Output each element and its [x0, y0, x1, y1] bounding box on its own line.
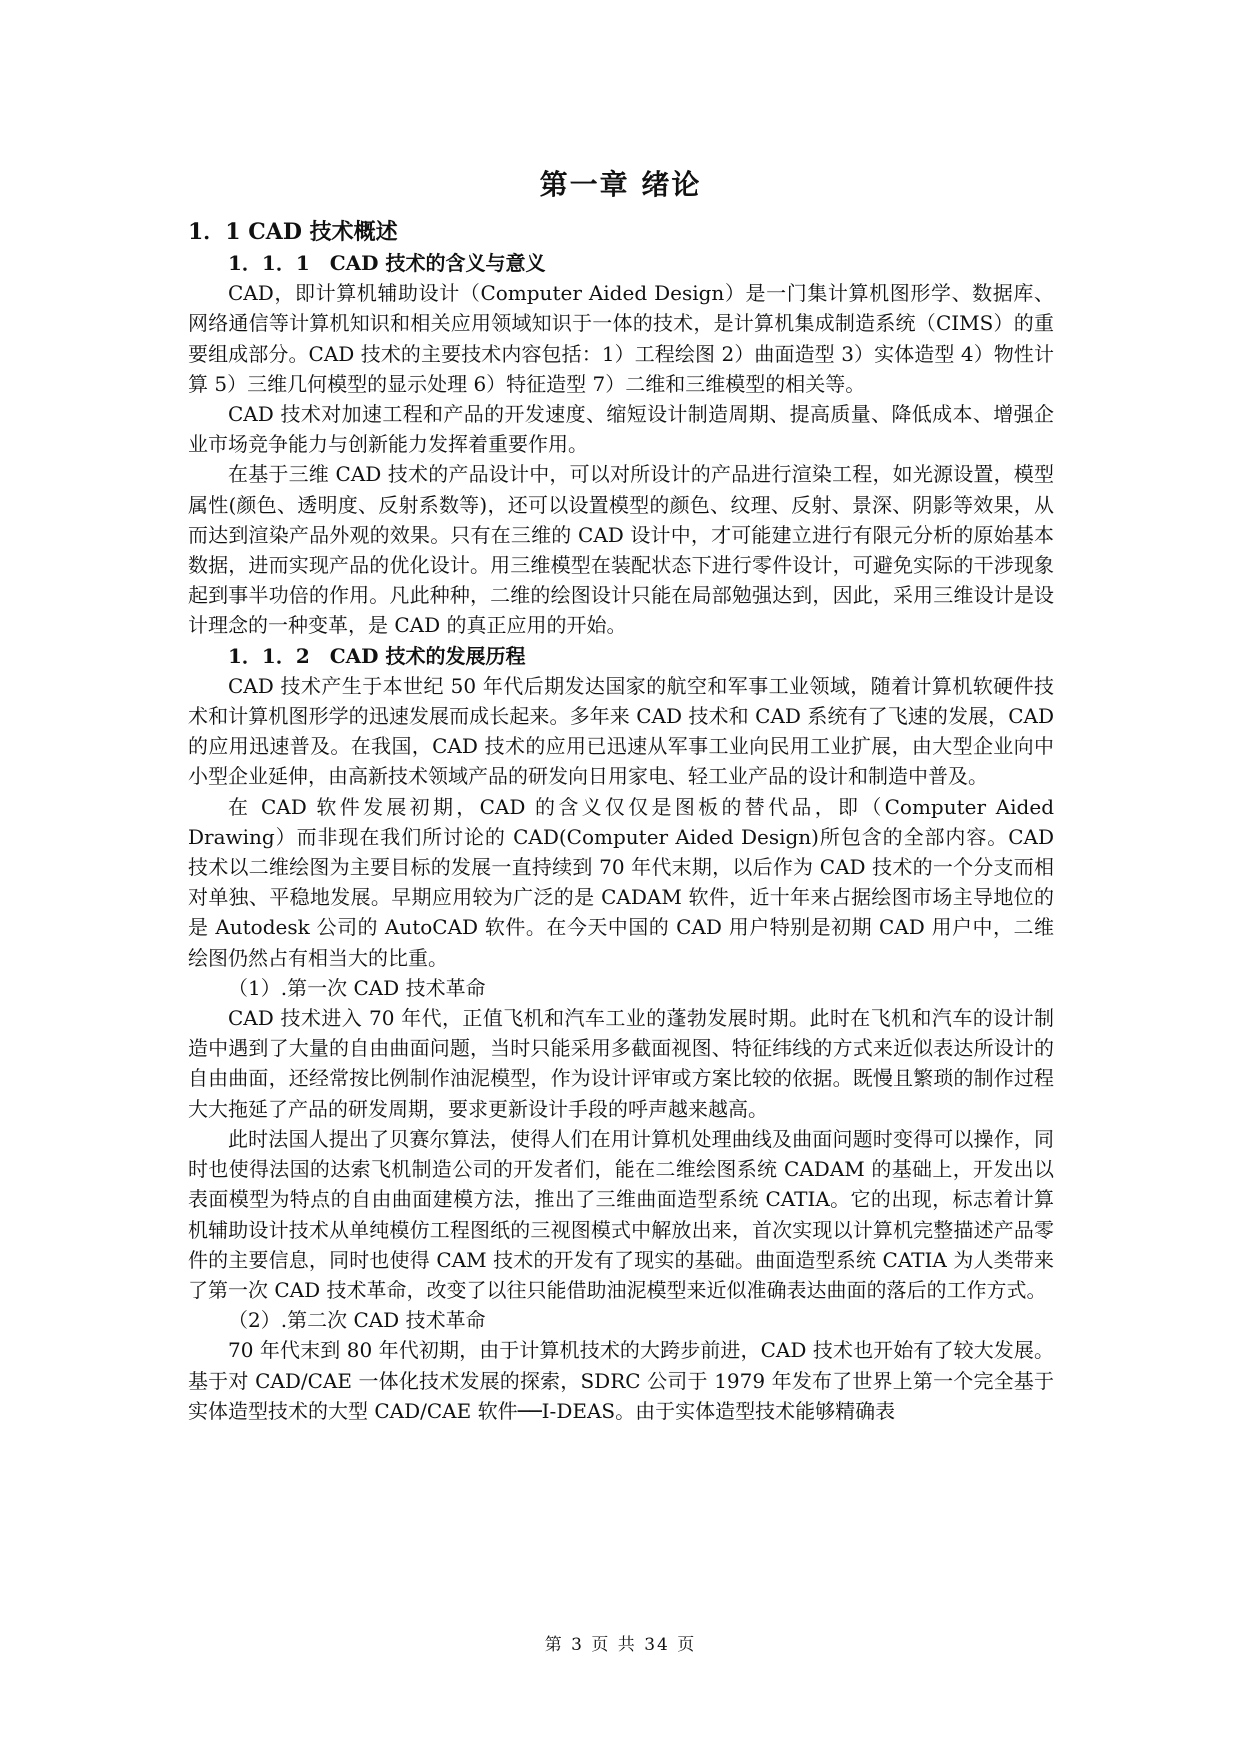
- paragraph: CAD 技术产生于本世纪 50 年代后期发达国家的航空和军事工业领域，随着计算机软硬件技术和计算机图形学的迅速发展而成长起来。多年来 CAD 技术和 CAD 系统有了飞速的发展，CAD 的应用迅速普及。在我国，CAD 技术的应用已迅速从军事工业向民用工业扩展，由大型企业向中小型企业延伸，由高新技术领域产品的研发向日用家电、轻工业产品的设计和制造中普及。: [188, 673, 1054, 789]
- paragraph: CAD，即计算机辅助设计（Computer Aided Design）是一门集计算机图形学、数据库、网络通信等计算机知识和相关应用领域知识于一体的技术，是计算机集成制造系统（CIMS）的重要组成部分。CAD 技术的主要技术内容包括：1）工程绘图 2）曲面造型 3）实体造型 4）物性计算 5）三维几何模型的显示处理 6）特征造型 7）二维和三维模型的相关等。: [188, 281, 1054, 396]
- paragraph: CAD 技术进入 70 年代，正值飞机和汽车工业的蓬勃发展时期。此时在飞机和汽车的设计制造中遇到了大量的自由曲面问题，当时只能采用多截面视图、特征纬线的方式来近似表达所设计的自由曲面，还经常按比例制作油泥模型，作为设计评审或方案比较的依据。既慢且繁琐的制作过程大大拖延了产品的研发周期，要求更新设计手段的呼声越来越高。: [188, 1006, 1054, 1121]
- section-heading-1-1-1: 1．1．1 CAD 技术的含义与意义: [228, 251, 546, 275]
- list-item-heading: （2）.第二次 CAD 技术革命: [228, 1308, 486, 1333]
- paragraph: 70 年代末到 80 年代初期，由于计算机技术的大跨步前进，CAD 技术也开始有了较大发展。基于对 CAD/CAE 一体化技术发展的探索，SDRC 公司于 1979 年发布了世界上第一个完全基于实体造型技术的大型 CAD/CAE 软件──I-DEAS。由于实体造型技术能够精确表: [188, 1338, 1054, 1423]
- chapter-title: 第一章 绪论: [539, 168, 702, 201]
- section-heading-1-1-2: 1．1．2 CAD 技术的发展历程: [228, 643, 526, 668]
- list-item-heading: （1）.第一次 CAD 技术革命: [228, 975, 486, 1000]
- paragraph: CAD 技术对加速工程和产品的开发速度、缩短设计制造周期、提高质量、降低成本、增强企业市场竞争能力与创新能力发挥着重要作用。: [188, 402, 1054, 457]
- paragraph: 在基于三维 CAD 技术的产品设计中，可以对所设计的产品进行渲染工程，如光源设置，模型属性(颜色、透明度、反射系数等)，还可以设置模型的颜色、纹理、反射、景深、阴影等效果，从而达到渲染产品外观的效果。只有在三维的 CAD 设计中，才可能建立进行有限元分析的原始基本数据，进而实现产品的优化设计。用三维模型在装配状态下进行零件设计，可避免实际的干涉现象起到事半功倍的作用。凡此种种，二维的绘图设计只能在局部勉强达到，因此，采用三维设计是设计理念的一种变革，是 CAD 的真正应用的开始。: [188, 462, 1054, 638]
- section-heading-1-1: 1．1 CAD 技术概述: [188, 219, 398, 245]
- paragraph: 此时法国人提出了贝赛尔算法，使得人们在用计算机处理曲线及曲面问题时变得可以操作，同时也使得法国的达索飞机制造公司的开发者们，能在二维绘图系统 CADAM 的基础上，开发出以表面模型为特点的自由曲面建模方法，推出了三维曲面造型系统 CATIA。它的出现，标志着计算机辅助设计技术从单纯模仿工程图纸的三视图模式中解放出来，首次实现以计算机完整描述产品零件的主要信息，同时也使得 CAM 技术的开发有了现实的基础。曲面造型系统 CATIA 为人类带来了第一次 CAD 技术革命，改变了以往只能借助油泥模型来近似准确表达曲面的落后的工作方式。: [188, 1126, 1054, 1302]
- page-footer: 第 3 页 共 34 页: [544, 1635, 697, 1655]
- body-text: [188, 216, 1054, 1426]
- paragraph: 在 CAD 软件发展初期，CAD 的含义仅仅是图板的替代品，即（Computer Aided Drawing）而非现在我们所讨论的 CAD(Computer Aided Design)所包含的全部内容。CAD 技术以二维绘图为主要目标的发展一直持续到 70 年代末期，以后作为 CAD 技术的一个分支而相对单独、平稳地发展。早期应用较为广泛的是 CADAM 软件，近十年来占据绘图市场主导地位的是 Autodesk 公司的 AutoCAD 软件。在今天中国的 CAD 用户特别是初期 CAD 用户中，二维绘图仍然占有相当大的比重。: [188, 794, 1054, 970]
